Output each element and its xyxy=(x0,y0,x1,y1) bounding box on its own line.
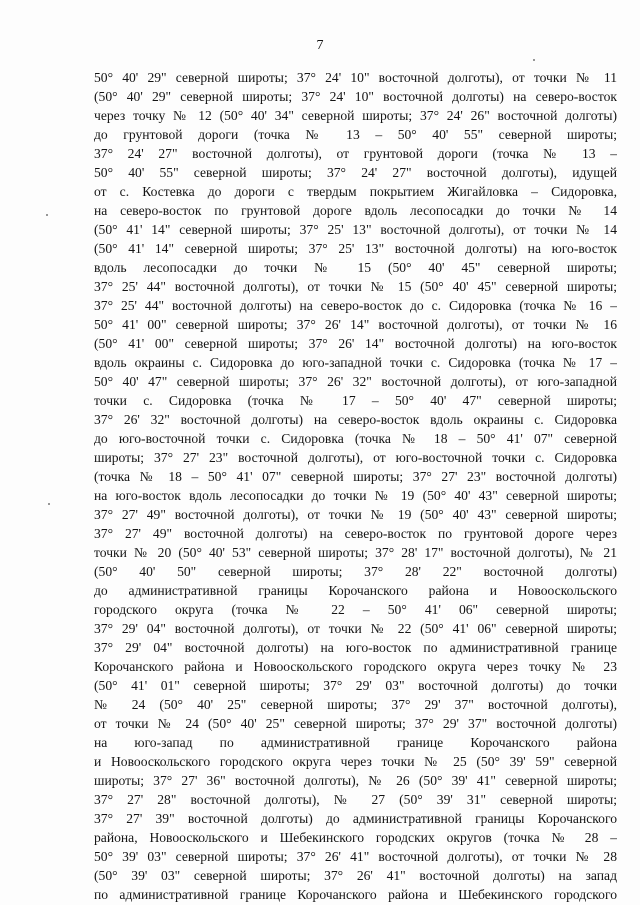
text-line: широты; 37° 27' 23" восточной долготы), от юго-восточной точки с. Сидоровка xyxy=(94,450,617,465)
text-line: точки № 20 (50° 40' 53" северной широты; 37° 28' 17" восточной долготы), № 21 xyxy=(94,545,617,560)
text-line: (50° 41' 14" северной широты; 37° 25' 13" восточной долготы), от точки № 14 xyxy=(94,222,617,237)
text-line: (50° 41' 01" северной широты; 37° 29' 03" восточной долготы) до точки xyxy=(94,678,617,693)
text-line: до юго-восточной точки с. Сидоровка (точка № 18 – 50° 41' 07" северной xyxy=(94,431,617,446)
text-line: 37° 24' 27" восточной долготы), от грунтовой дороги (точка № 13 – xyxy=(94,146,617,161)
text-line: точки с. Сидоровка (точка № 17 – 50° 40' 47" северной широты; xyxy=(94,393,617,408)
text-line: 37° 25' 44" восточной долготы) на северо-восток до с. Сидоровка (точка № 16 – xyxy=(94,298,617,313)
text-line: по административной границе Корочанского района и Шебекинского городского xyxy=(94,887,617,902)
scan-speck xyxy=(533,59,535,61)
text-line: № 24 (50° 40' 25" северной широты; 37° 29' 37" восточной долготы), xyxy=(94,697,617,712)
text-line: городского округа (точка № 22 – 50° 41' 06" северной широты; xyxy=(94,602,617,617)
text-line: 37° 25' 44" восточной долготы), от точки № 15 (50° 40' 45" северной широты; xyxy=(94,279,617,294)
text-line: (50° 41' 00" северной широты; 37° 26' 14" восточной долготы) на юго-восток xyxy=(94,336,617,351)
text-line: вдоль лесопосадки до точки № 15 (50° 40' 45" северной широты; xyxy=(94,260,617,275)
text-line: 50° 41' 00" северной широты; 37° 26' 14" восточной долготы), от точки № 16 xyxy=(94,317,617,332)
text-line: 50° 40' 55" северной широты; 37° 24' 27" восточной долготы), идущей xyxy=(94,165,617,180)
text-line: 50° 39' 03" северной широты; 37° 26' 41" восточной долготы), от точки № 28 xyxy=(94,849,617,864)
text-line: через точку № 12 (50° 40' 34" северной широты; 37° 24' 26" восточной долготы) xyxy=(94,108,617,123)
text-line: 50° 40' 29" северной широты; 37° 24' 10" восточной долготы), от точки № 11 xyxy=(94,70,617,85)
text-line: от с. Костевка до дороги с твердым покрытием Жигайловка – Сидоровка, xyxy=(94,184,617,199)
text-line: (50° 39' 03" северной широты; 37° 26' 41" восточной долготы) на запад xyxy=(94,868,617,883)
page-number: 7 xyxy=(316,38,324,53)
scan-speck xyxy=(46,214,48,216)
text-line: 37° 29' 04" восточной долготы), от точки № 22 (50° 41' 06" северной широты; xyxy=(94,621,617,636)
text-line: до административной границы Корочанского района и Новооскольского xyxy=(94,583,617,598)
text-line: 37° 27' 49" восточной долготы) на северо-восток по грунтовой дороге через xyxy=(94,526,617,541)
text-line: на северо-восток по грунтовой дороге вдоль лесопосадки до точки № 14 xyxy=(94,203,617,218)
text-line: (50° 41' 14" северной широты; 37° 25' 13" восточной долготы) на юго-восток xyxy=(94,241,617,256)
text-line: 37° 27' 49" восточной долготы), от точки № 19 (50° 40' 43" северной широты; xyxy=(94,507,617,522)
text-line: до грунтовой дороги (точка № 13 – 50° 40' 55" северной широты; xyxy=(94,127,617,142)
text-line: вдоль окраины с. Сидоровка до юго-западной точки с. Сидоровка (точка № 17 – xyxy=(94,355,617,370)
text-line: на юго-восток вдоль лесопосадки до точки № 19 (50° 40' 43" северной широты; xyxy=(94,488,617,503)
text-line: на юго-запад по административной границе Корочанского района xyxy=(94,735,617,750)
text-line: 37° 27' 39" восточной долготы) до административной границы Корочанского xyxy=(94,811,617,826)
text-line: Корочанского района и Новооскольского городского округа через точку № 23 xyxy=(94,659,617,674)
text-line: 37° 26' 32" восточной долготы) на северо-восток вдоль окраины с. Сидоровка xyxy=(94,412,617,427)
scan-speck xyxy=(48,503,50,505)
text-line: (50° 40' 29" северной широты; 37° 24' 10" восточной долготы) на северо-восток xyxy=(94,89,617,104)
text-line: (50° 40' 50" северной широты; 37° 28' 22" восточной долготы) xyxy=(94,564,617,579)
text-line: от точки № 24 (50° 40' 25" северной широты; 37° 29' 37" восточной долготы) xyxy=(94,716,617,731)
document-body xyxy=(94,68,617,904)
text-line: и Новооскольского городского округа через точки № 25 (50° 39' 59" северной xyxy=(94,754,617,769)
text-line: района, Новооскольского и Шебекинского городских округов (точка № 28 – xyxy=(94,830,617,845)
text-line: 37° 29' 04" восточной долготы) на юго-восток по административной границе xyxy=(94,640,617,655)
text-line: (точка № 18 – 50° 41' 07" северной широты; 37° 27' 23" восточной долготы) xyxy=(94,469,617,484)
text-line: широты; 37° 27' 36" восточной долготы), № 26 (50° 39' 41" северной широты; xyxy=(94,773,617,788)
text-line: 50° 40' 47" северной широты; 37° 26' 32" восточной долготы), от юго-западной xyxy=(94,374,617,389)
text-line: 37° 27' 28" восточной долготы), № 27 (50° 39' 31" северной широты; xyxy=(94,792,617,807)
